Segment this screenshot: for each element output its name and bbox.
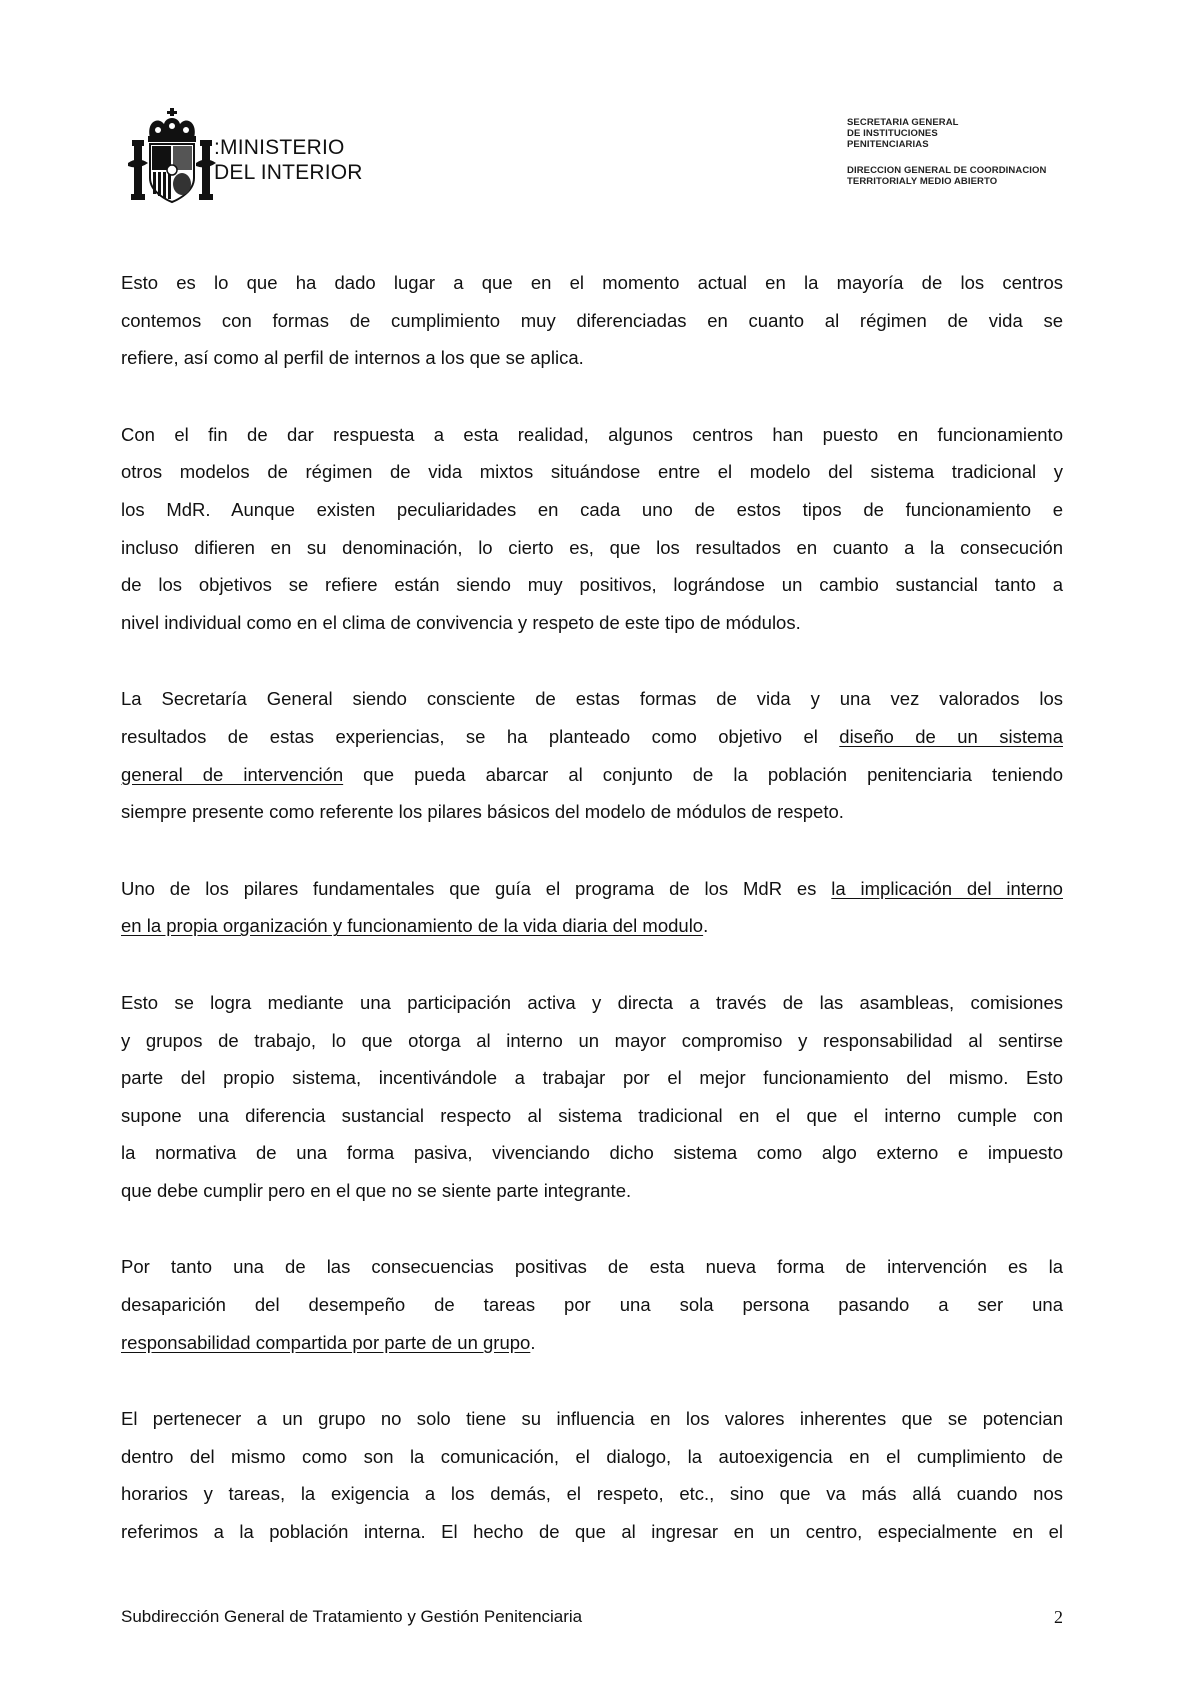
paragraph xyxy=(121,984,1063,1210)
text-line xyxy=(121,1134,1063,1172)
text-segment: que debe cumplir pero en el que no se siente parte integrante. xyxy=(121,1179,632,1201)
text-segment: siempre presente como referente los pilares básicos del modelo de módulos de respeto. xyxy=(121,801,844,823)
text-segment: contemos con formas de cumplimiento muy diferenciadas en cuanto al régimen de vida se xyxy=(121,309,1063,331)
text-line xyxy=(121,1400,1063,1438)
text-line xyxy=(121,870,1063,908)
underlined-text: la implicación del interno xyxy=(831,877,1063,899)
text-segment: horarios y tareas, la exigencia a los demás, el respeto, etc., sino que va más allá cuando nos xyxy=(121,1483,1063,1505)
underlined-text: general de intervención xyxy=(121,763,344,785)
text-segment: la normativa de una forma pasiva, vivenciando dicho sistema como algo externo e impuesto xyxy=(121,1142,1063,1164)
text-line xyxy=(121,1097,1063,1135)
paragraph xyxy=(121,264,1063,377)
text-line xyxy=(121,1324,1063,1362)
text-segment: Uno de los pilares fundamentales que guía el programa de los MdR es xyxy=(121,877,832,899)
paragraph-gap xyxy=(121,641,1063,680)
text-segment: Esto se logra mediante una participación activa y directa a través de las asambleas, comisiones xyxy=(121,991,1063,1013)
paragraph xyxy=(121,870,1063,945)
direccion-block xyxy=(847,165,1046,187)
header-departments xyxy=(847,117,1046,187)
text-line xyxy=(121,907,1063,945)
text-line xyxy=(121,491,1063,529)
text-line xyxy=(121,1172,1063,1210)
text-line xyxy=(121,302,1063,340)
paragraph xyxy=(121,416,1063,642)
text-line xyxy=(121,416,1063,454)
text-segment: otros modelos de régimen de vida mixtos situándose entre el modelo del sistema tradicional y xyxy=(121,461,1063,483)
text-segment: dentro del mismo como son la comunicación, el dialogo, la autoexigencia en el cumplimiento de xyxy=(121,1445,1063,1467)
text-segment: incluso difieren en su denominación, lo cierto es, que los resultados en cuanto a la consecución xyxy=(121,536,1063,558)
ministry-line-1: :MINISTERIO xyxy=(214,136,345,159)
text-segment: Con el fin de dar respuesta a esta realidad, algunos centros han puesto en funcionamiento xyxy=(121,423,1063,445)
text-segment: Por tanto una de las consecuencias positivas de esta nueva forma de intervención es la xyxy=(121,1256,1063,1278)
page-footer xyxy=(121,1607,1063,1628)
text-segment: referimos a la población interna. El hecho de que al ingresar en un centro, especialmente en el xyxy=(121,1521,1063,1543)
text-segment: Esto es lo que ha dado lugar a que en el momento actual en la mayoría de los centros xyxy=(121,272,1063,293)
text-line xyxy=(121,680,1063,718)
footer-text: Subdirección General de Tratamiento y Gestión Penitenciaria xyxy=(121,1607,583,1626)
dept-line: DIRECCION GENERAL DE COORDINACION xyxy=(847,165,1047,176)
underlined-text: responsabilidad compartida por parte de un grupo xyxy=(121,1331,531,1353)
text-line xyxy=(121,793,1063,831)
page-number: 2 xyxy=(1054,1607,1063,1627)
text-line xyxy=(121,339,1063,377)
paragraph-gap xyxy=(121,945,1063,984)
text-line xyxy=(121,756,1063,794)
text-line xyxy=(121,1475,1063,1513)
underlined-text: diseño de un sistema xyxy=(839,725,1063,747)
text-line xyxy=(121,1513,1063,1551)
text-segment: resultados de estas experiencias, se ha planteado como objetivo el xyxy=(121,725,840,747)
paragraph xyxy=(121,680,1063,830)
text-segment: nivel individual como en el clima de convivencia y respeto de este tipo de módulos. xyxy=(121,611,801,633)
dept-line: DE INSTITUCIONES xyxy=(847,128,938,139)
text-segment: . xyxy=(703,915,709,937)
text-segment: parte del propio sistema, incentivándole a trabajar por el mejor funcionamiento del mismo. Esto xyxy=(121,1067,1063,1089)
text-segment: El pertenecer a un grupo no solo tiene su influencia en los valores inherentes que se potencian xyxy=(121,1408,1063,1430)
text-line xyxy=(121,718,1063,756)
text-segment: que pueda abarcar al conjunto de la población penitenciaria teniendo xyxy=(343,763,1063,785)
dept-line: TERRITORIALY MEDIO ABIERTO xyxy=(847,176,998,187)
text-line xyxy=(121,1248,1063,1286)
paragraph-gap xyxy=(121,1209,1063,1248)
text-line xyxy=(121,1286,1063,1324)
text-segment: los MdR. Aunque existen peculiaridades en cada uno de estos tipos de funcionamiento e xyxy=(121,498,1063,520)
text-line xyxy=(121,1438,1063,1476)
text-line xyxy=(121,984,1063,1022)
paragraph xyxy=(121,1400,1063,1550)
dept-line: SECRETARIA GENERAL xyxy=(847,117,959,128)
text-line xyxy=(121,1022,1063,1060)
paragraph-gap xyxy=(121,377,1063,416)
document-body xyxy=(121,264,1063,1551)
text-segment: de los objetivos se refiere están siendo muy positivos, lográndose un cambio sustancial tanto a xyxy=(121,574,1063,596)
text-segment: . xyxy=(530,1331,536,1353)
text-line xyxy=(121,529,1063,567)
text-segment: desaparición del desempeño de tareas por una sola persona pasando a ser una xyxy=(121,1294,1063,1316)
paragraph-gap xyxy=(121,1361,1063,1400)
underlined-text: en la propia organización y funcionamiento de la vida diaria del modulo xyxy=(121,915,704,937)
dept-line: PENITENCIARIAS xyxy=(847,139,929,150)
ministry-line-2: DEL INTERIOR xyxy=(214,161,363,184)
text-line xyxy=(121,1059,1063,1097)
text-segment: supone una diferencia sustancial respecto al sistema tradicional en el que el interno cumple con xyxy=(121,1104,1063,1126)
paragraph xyxy=(121,1248,1063,1361)
text-line xyxy=(121,453,1063,491)
coat-of-arms-icon xyxy=(128,108,220,206)
coat-of-arms-logo xyxy=(128,108,220,206)
secretaria-block xyxy=(847,117,1046,150)
text-segment: y grupos de trabajo, lo que otorga al interno un mayor compromiso y responsabilidad al sentirse xyxy=(121,1029,1063,1051)
text-line xyxy=(121,566,1063,604)
ministry-name xyxy=(214,135,363,185)
text-segment: refiere, así como al perfil de internos a los que se aplica. xyxy=(121,347,584,369)
text-line xyxy=(121,604,1063,642)
text-segment: La Secretaría General siendo consciente de estas formas de vida y una vez valorados los xyxy=(121,688,1063,710)
paragraph-gap xyxy=(121,831,1063,870)
text-line xyxy=(121,264,1063,302)
